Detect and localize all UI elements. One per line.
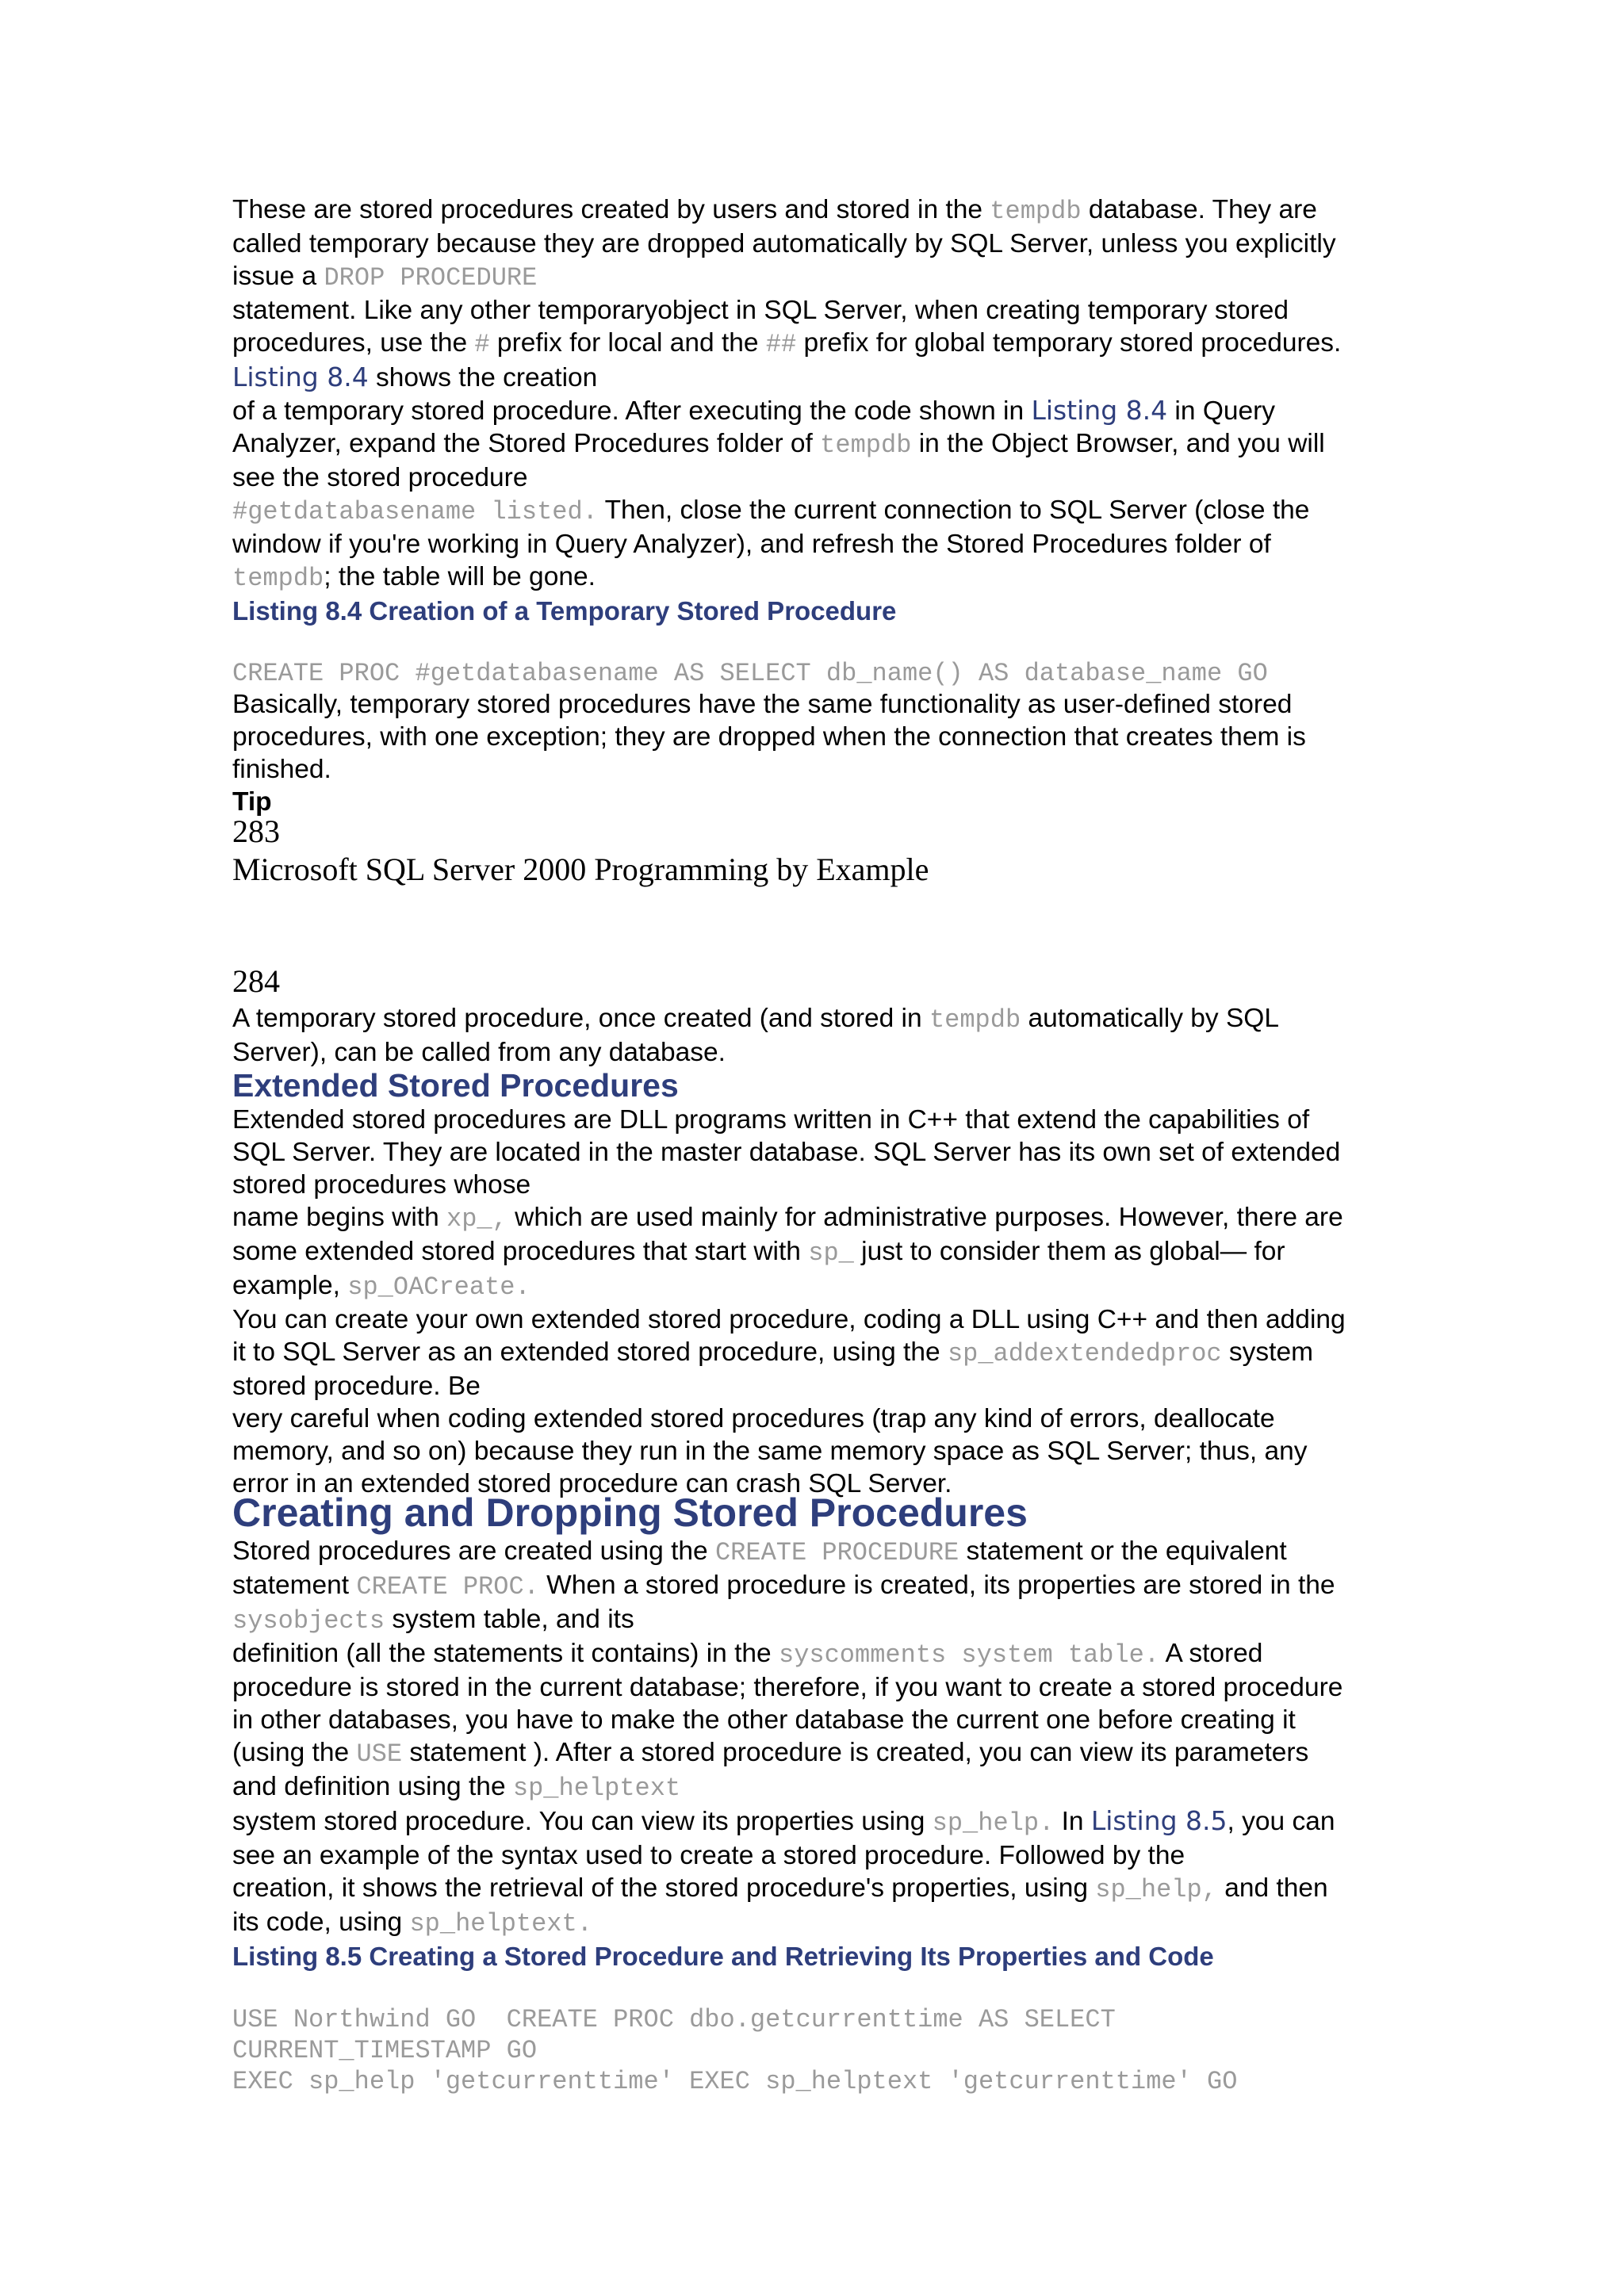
inline-code: DROP PROCEDURE (324, 263, 538, 293)
text-line: see an example of the syntax used to create a stored procedure. Followed by the (232, 1841, 1185, 1870)
section-heading: Extended Stored Procedures (232, 1067, 679, 1104)
text-line: called temporary because they are dropped automatically by SQL Server, unless you explicitly (232, 229, 1336, 258)
text-line: sysobjects system table, and its (232, 1605, 634, 1636)
text-line: tempdb; the table will be gone. (232, 562, 596, 593)
text-line: it to SQL Server as an extended stored procedure, using the sp_addextendedproc system (232, 1337, 1313, 1368)
text-line: Basically, temporary stored procedures have the same functionality as user-defined stored (232, 690, 1293, 719)
text-line: Stored procedures are created using the CREATE PROCEDURE statement or the equivalent (232, 1536, 1287, 1567)
text-line: finished. (232, 755, 331, 784)
listing-title: Listing 8.4 Creation of a Temporary Stored Procedure (232, 596, 897, 626)
intro-paragraph (232, 193, 1398, 627)
text-line: You can create your own extended stored procedure, coding a DLL using C++ and then adding (232, 1305, 1346, 1334)
page-header (232, 962, 1398, 1001)
text-line: procedure is stored in the current database; therefore, if you want to create a stored procedure (232, 1673, 1343, 1702)
code-line: CREATE PROC #getdatabasename AS SELECT db_name() AS database_name GO (232, 659, 1268, 688)
tempdb-paragraph (232, 1002, 1398, 1069)
book-title: Microsoft SQL Server 2000 Programming by Example (232, 851, 929, 887)
code-listing (232, 658, 1398, 689)
listing-title: Listing 8.5 Creating a Stored Procedure and Retrieving Its Properties and Code (232, 1942, 1214, 1971)
text-line: Server), can be called from any database. (232, 1038, 726, 1067)
inline-code: syscomments system table. (778, 1640, 1160, 1670)
text-line: some extended stored procedures that start with sp_ just to consider them as global— for (232, 1237, 1285, 1268)
text-line: its code, using sp_helptext. (232, 1908, 592, 1938)
text-line: stored procedures whose (232, 1170, 531, 1200)
text-line: Extended stored procedures are DLL programs written in C++ that extend the capabilities of (232, 1105, 1310, 1135)
inline-code: CREATE PROCEDURE (714, 1538, 959, 1567)
text-line: Analyzer, expand the Stored Procedures folder of tempdb in the Object Browser, and you will (232, 429, 1325, 460)
summary-paragraph (232, 688, 1398, 818)
code-line: CURRENT_TIMESTAMP GO (232, 2036, 538, 2065)
text-line: (using the USE statement ). After a stored procedure is created, you can view its parameters (232, 1738, 1309, 1769)
inline-code: tempdb (232, 564, 324, 593)
inline-code: sp_helptext (512, 1774, 681, 1803)
text-line: of a temporary stored procedure. After executing the code shown in Listing 8.4 in Query (232, 395, 1276, 426)
text-line: procedures, with one exception; they are dropped when the connection that creates them is (232, 722, 1306, 752)
text-line: Listing 8.4 shows the creation (232, 362, 598, 392)
text-line: procedures, use the # prefix for local and the ## prefix for global temporary stored procedures. (232, 328, 1342, 359)
text-line: system stored procedure. You can view its properties using sp_help. In Listing 8.5, you can (232, 1805, 1335, 1838)
inline-code: sp_ (808, 1238, 854, 1268)
text-line: in other databases, you have to make the other database the current one before creating it (232, 1705, 1296, 1735)
listing-link[interactable]: Listing 8.4 (232, 362, 369, 392)
inline-code: tempdb (929, 1005, 1021, 1035)
inline-code: USE (356, 1739, 403, 1769)
page-number: 283 (232, 813, 280, 849)
inline-code: CREATE PROC. (356, 1572, 539, 1601)
text-line: memory, and so on) because they run in the same memory space as SQL Server; thus, any (232, 1437, 1308, 1466)
tip-label: Tip (232, 787, 272, 817)
text-line: and definition using the sp_helptext (232, 1772, 681, 1803)
inline-code: #getdatabasename listed. (232, 497, 598, 526)
page-number: 284 (232, 963, 280, 999)
inline-code: tempdb (990, 197, 1082, 226)
inline-code: ## (765, 330, 797, 359)
text-line: name begins with xp_, which are used mainly for administrative purposes. However, there are (232, 1203, 1343, 1234)
text-line: creation, it shows the retrieval of the stored procedure's properties, using sp_help, and then (232, 1873, 1328, 1904)
text-line: very careful when coding extended stored procedures (trap any kind of errors, deallocate (232, 1404, 1275, 1433)
text-line: error in an extended stored procedure can crash SQL Server. (232, 1469, 952, 1498)
section-heading: Creating and Dropping Stored Procedures (232, 1490, 1028, 1535)
extended-section (232, 1067, 1398, 1500)
text-line: #getdatabasename listed. Then, close the current connection to SQL Server (close the (232, 496, 1310, 526)
text-line: statement. Like any other temporaryobject in SQL Server, when creating temporary stored (232, 296, 1289, 325)
text-line: window if you're working in Query Analyzer), and refresh the Stored Procedures folder of (232, 530, 1271, 559)
text-line: see the stored procedure (232, 463, 528, 492)
text-line: example, sp_OACreate. (232, 1271, 530, 1302)
inline-code: sp_addextendedproc (947, 1339, 1222, 1368)
text-line: These are stored procedures created by users and stored in the tempdb database. They are (232, 195, 1317, 226)
text-line: A temporary stored procedure, once created (and stored in tempdb automatically by SQL (232, 1004, 1279, 1035)
code-line: EXEC sp_help 'getcurrenttime' EXEC sp_helptext 'getcurrenttime' GO (232, 2067, 1238, 2096)
inline-code: tempdb (820, 430, 912, 460)
inline-code: # (474, 330, 490, 359)
listing-link[interactable]: Listing 8.5 (1090, 1805, 1228, 1836)
inline-code: sp_helptext. (409, 1909, 592, 1938)
inline-code: sp_OACreate. (347, 1272, 530, 1302)
inline-code: xp_, (446, 1204, 508, 1234)
creating-section (232, 1490, 1398, 1973)
listing-link[interactable]: Listing 8.4 (1031, 395, 1168, 426)
inline-code: sp_help, (1095, 1875, 1217, 1904)
text-line: stored procedure. Be (232, 1372, 481, 1401)
inline-code: sysobjects (232, 1606, 385, 1636)
inline-code: sp_help. (932, 1808, 1055, 1838)
text-line: issue a DROP PROCEDURE (232, 262, 538, 293)
code-listing (232, 2004, 1398, 2097)
text-line: definition (all the statements it contains) in the syscomments system table. A stored (232, 1639, 1263, 1670)
text-line: SQL Server. They are located in the master database. SQL Server has its own set of extended (232, 1138, 1341, 1167)
text-line: statement CREATE PROC. When a stored procedure is created, its properties are stored in the (232, 1571, 1335, 1601)
page-footer (232, 813, 1398, 889)
code-line: USE Northwind GO CREATE PROC dbo.getcurrenttime AS SELECT (232, 2005, 1116, 2034)
